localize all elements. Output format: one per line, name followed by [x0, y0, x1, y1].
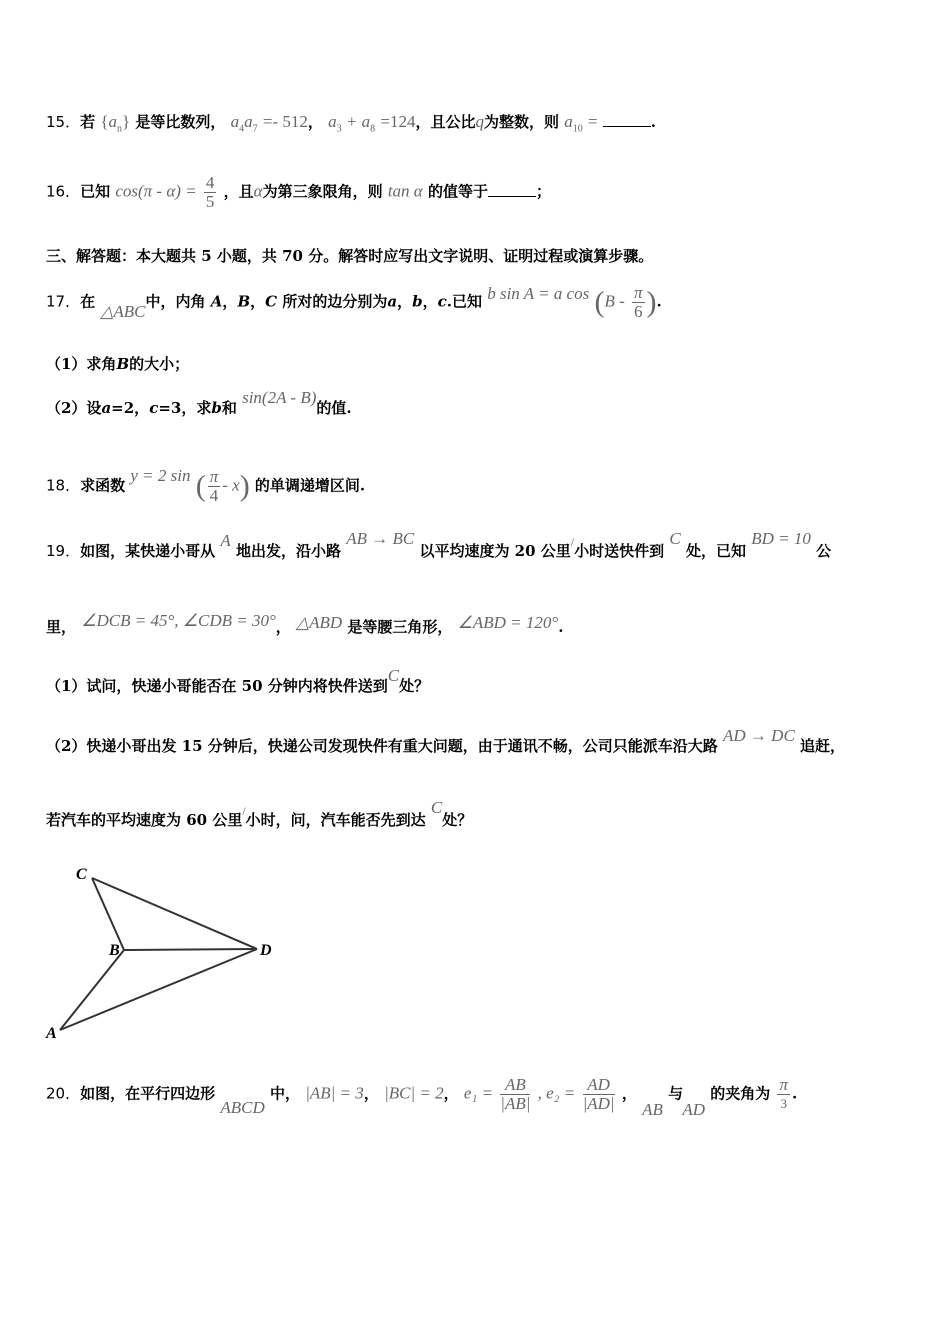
text: ， — [307, 113, 323, 131]
math-alpha: α — [253, 181, 263, 201]
edge-BA — [60, 950, 124, 1030]
vertex-label-B: B — [109, 942, 120, 959]
math-cos: cos(π - α) = — [115, 181, 197, 201]
question-number: 18． — [46, 476, 81, 495]
math-A: A — [220, 531, 231, 550]
edge-AD — [60, 949, 257, 1030]
question-17-part-2: （2）设a=2，c=3，求b和 sin(2A - B)的值. — [46, 388, 352, 417]
section-heading: 三、解答题：本大题共 5 小题，共 70 分。解答时应写出文字说明、证明过程或演算步骤。 — [46, 247, 654, 265]
math-e1: e₁ = — [463, 1083, 494, 1103]
question-17-part-1: （1）求角B的大小； — [46, 355, 190, 373]
triangle-figure — [40, 858, 290, 1044]
vertex-label-C: C — [76, 866, 87, 883]
text: 所对的边分别为 — [282, 292, 388, 311]
math-frac: $\frac{4}{5}$ — [205, 173, 215, 211]
math-frac: $\frac{\pi}{4}$ — [209, 467, 219, 505]
math-tan: tan α — [387, 181, 423, 201]
text: ，且 — [223, 182, 254, 201]
math-vec-ab: AB — [642, 1099, 663, 1119]
math-frac-e1: $\frac{AB}{|AB|}$ — [500, 1075, 531, 1113]
question-19-line-2: 里， ∠DCB = 45°, ∠CDB = 30°， △ABD 是等腰三角形， ∠ABD = 120°. — [46, 611, 564, 636]
answer-blank[interactable] — [603, 112, 651, 127]
math-q: q — [475, 112, 484, 131]
math-frac: $\frac{\pi}{3}$ — [779, 1075, 789, 1111]
text: . — [650, 113, 657, 131]
math-angles: ∠DCB = 45°, ∠CDB = 30° — [81, 611, 276, 630]
text: 如图，在平行四边形 — [80, 1084, 216, 1103]
question-number: 16． — [46, 182, 81, 201]
question-16 — [46, 174, 551, 211]
math-angle: ∠ABD = 120° — [457, 613, 559, 632]
math-eq-B: B - — [604, 291, 625, 311]
math-path: AB → BC — [346, 529, 415, 548]
question-19: 19．如图，某快递小哥从 A 地出发，沿小路 AB → BC 以平均速度为 20 公里/小时送快件到 C 处，已知 BD = 10 公 — [46, 529, 832, 560]
text: 的单调递增区间. — [254, 476, 366, 495]
math-triangle: △ABD — [296, 613, 343, 632]
math-eq-left: b sin A = a cos — [487, 283, 590, 303]
question-20: 20．如图，在平行四边形 ABCD 中， |AB| = 3， |BC| = 2， e₁ = $\frac{AB}{|AB|}$ , e₂ = $\frac{AD}{|AD|}$ ， AB 与 AD 的夹角为 $\frac{\pi}{3}$ . — [46, 1075, 798, 1119]
var: B — [237, 292, 251, 311]
text: 中， — [269, 1084, 300, 1103]
question-number: 15． — [46, 113, 81, 131]
text: 为第三象限角，则 — [262, 182, 383, 201]
math-e2: , e₂ = — [537, 1083, 576, 1103]
math-a10: $a_{10}$ — [564, 112, 583, 135]
math-eq: =- 512 — [262, 112, 308, 131]
math-abcd: ABCD — [220, 1097, 265, 1117]
text: 在 — [80, 292, 96, 311]
question-number: 19． — [46, 542, 81, 560]
question-number: 20． — [46, 1084, 81, 1103]
math-C: C — [669, 529, 681, 548]
question-18: 18．求函数 y = 2 sin ( $\frac{\pi}{4}$ - x) 的单调递增区间. — [46, 465, 366, 505]
text: 中，内角 — [145, 292, 206, 311]
vertex-label-A: A — [46, 1025, 57, 1042]
math-frac: $\frac{\pi}{6}$ — [633, 283, 643, 321]
text: 如图，某快递小哥从 — [80, 542, 216, 560]
math-a3a8: $a_3 + a_8$ — [328, 112, 376, 135]
text: 以平均速度为 20 公里 — [419, 542, 571, 560]
math-a4a7: $a_4a_7$ — [230, 112, 258, 135]
text: 为整数，则 — [483, 113, 559, 131]
math-path: AD → DC — [723, 726, 795, 745]
var: C — [265, 292, 278, 311]
answer-blank[interactable] — [488, 182, 536, 197]
text: 已知 — [80, 182, 111, 201]
math-ab-abs: |AB| = 3 — [305, 1083, 364, 1103]
math-bc-abs: |BC| = 2 — [384, 1083, 444, 1103]
text: 求函数 — [80, 476, 126, 495]
text: 若 — [80, 113, 96, 131]
text: 小时送快件到 — [574, 542, 665, 560]
text: 处，已知 — [685, 542, 746, 560]
text: .已知 — [446, 292, 482, 311]
math-bd: BD = 10 — [751, 529, 811, 548]
math-eq: =124 — [380, 112, 416, 131]
math-frac-e2: $\frac{AD}{|AD|}$ — [582, 1075, 615, 1113]
math-sin: sin(2A - B) — [242, 388, 317, 407]
text: 公 — [816, 542, 832, 560]
question-19-part-2-line-2: 若汽车的平均速度为 60 公里/小时，问，汽车能否先到达 C处？ — [46, 798, 473, 829]
question-17: 17．在 △ABC中，内角 A，B，C 所对的边分别为a，b，c.已知 b sin A = a cos (B - $\frac{\pi}{6}$ ). — [46, 283, 662, 321]
math-eq: = — [587, 112, 598, 131]
edge-CD — [92, 878, 257, 949]
question-19-part-1: （1）试问，快递小哥能否在 50 分钟内将快件送到C处？ — [46, 666, 430, 695]
vertex-label-D: D — [260, 942, 272, 959]
text: 地出发，沿小路 — [235, 542, 341, 560]
math-triangle: △ABC — [100, 301, 146, 321]
text: ，且公比 — [415, 113, 476, 131]
text: ； — [535, 182, 551, 201]
math-vec-ad: AD — [682, 1099, 705, 1119]
math-seq: $\{a_n\}$ — [100, 112, 131, 135]
question-15 — [46, 112, 656, 139]
text: 的值等于 — [427, 182, 488, 201]
question-19-part-2: （2）快递小哥出发 15 分钟后，快递公司发现快件有重大问题，由于通讯不畅，公司只能派车沿大路 AD → DC 追赶， — [46, 726, 846, 755]
var: A — [210, 292, 223, 311]
question-number: 17． — [46, 292, 81, 311]
edge-BD — [124, 949, 257, 950]
math-fn: y = 2 sin — [130, 465, 191, 485]
text: 是等比数列， — [135, 113, 226, 131]
